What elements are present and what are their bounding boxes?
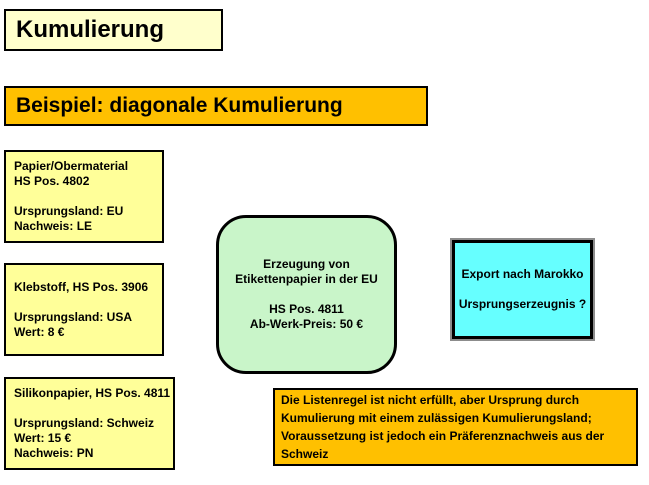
text-line: Etikettenpapier in der EU (235, 272, 378, 286)
subtitle-text: Beispiel: diagonale Kumulierung (16, 94, 343, 117)
text-line: Ursprungsland: Schweiz (14, 416, 155, 430)
process-box (216, 215, 397, 374)
text-line: Wert: 15 € (14, 431, 72, 445)
text-line: Erzeugung von (263, 257, 350, 271)
export-box (452, 240, 593, 339)
text-line: Schweiz (281, 447, 329, 461)
text-line (455, 282, 590, 297)
text-line: Ursprungsland: USA (14, 309, 133, 324)
text-line: HS Pos. 4811 (269, 302, 344, 316)
text-line: HS Pos. 4802 (14, 174, 90, 188)
text-line: Die Listenregel ist nicht erfüllt, aber Ursprung durch (281, 393, 580, 407)
text-line: Wert: 8 € (14, 324, 65, 339)
note-box (273, 388, 638, 466)
text-line: Kumulierung mit einem zulässigen Kumulierungsland; (281, 411, 592, 425)
subtitle-box (4, 86, 428, 126)
text-line: Klebstoff, HS Pos. 3906 (14, 279, 149, 294)
text-line: Export nach Marokko (461, 267, 584, 281)
text-line: Ursprungserzeugnis ? (458, 297, 587, 311)
text-line: Papier/Obermaterial (14, 159, 129, 173)
title-box (4, 9, 223, 51)
text-line: Ab-Werk-Preis: 50 € (249, 317, 364, 331)
text-line (219, 287, 394, 302)
text-line (14, 401, 173, 416)
text-line: Ursprungsland: EU (14, 204, 124, 218)
text-line (14, 189, 162, 204)
text-line: Nachweis: PN (14, 446, 94, 460)
text-line (14, 295, 162, 310)
text-line: Voraussetzung ist jedoch ein Präferenznachweis aus der (281, 429, 605, 443)
text-line: Silikonpapier, HS Pos. 4811 (14, 386, 171, 400)
material-box-papier (4, 150, 164, 243)
page-title: Kumulierung (16, 16, 164, 43)
text-line: Nachweis: LE (14, 219, 93, 233)
material-box-klebstoff (4, 263, 164, 356)
material-box-silikonpapier (4, 377, 175, 470)
